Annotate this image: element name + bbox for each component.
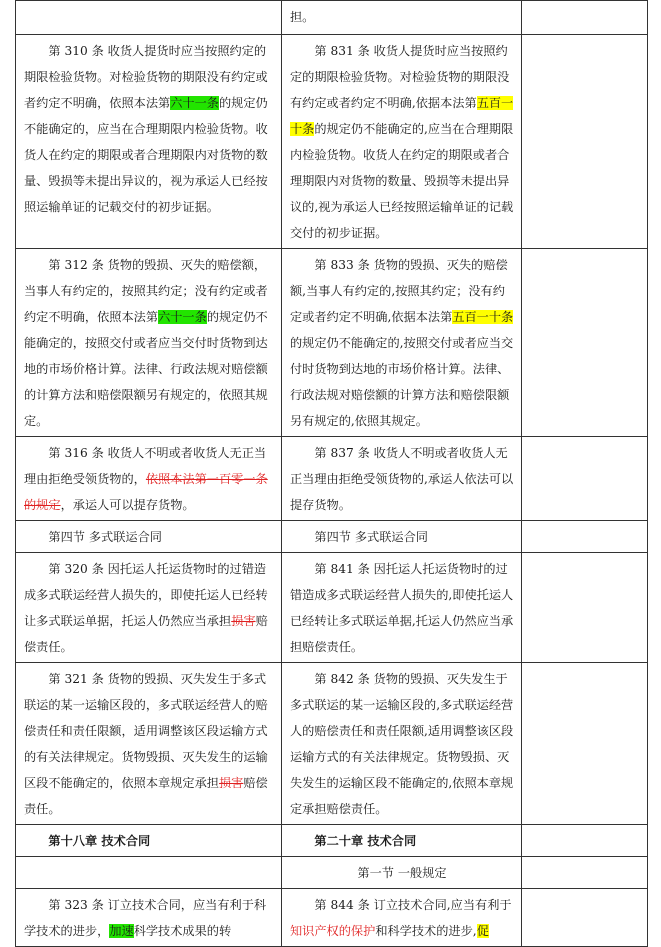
article-text: 第 316 条 收货人不明或者收货人无正当理由拒绝受领货物的， bbox=[24, 446, 267, 486]
note-cell bbox=[522, 825, 648, 857]
new-article-cell bbox=[282, 1, 522, 35]
article-text: 的规定仍不能确定的,应当在合理期限内检验货物。收货人在约定的期限或者合理期限内对货物的数量、毁损等未提出异议的,视为承运人已经按照运输单证的记载交付的初步证据。 bbox=[290, 122, 514, 240]
article-text: 第 312 条 货物的毁损、灭失的赔偿额，当事人有约定的，按照其约定；没有约定或者约定不明确，依照本法第 bbox=[24, 258, 268, 324]
table-row bbox=[16, 889, 648, 947]
note-cell bbox=[522, 553, 648, 663]
article-text: 第 841 条 因托运人托运货物时的过错造成多式联运经营人损失的,即使托运人已经转让多式联运单据,托运人仍然应当承担赔偿责任。 bbox=[290, 562, 514, 654]
table-row bbox=[16, 663, 648, 825]
article-text: 第 323 条 订立技术合同，应当有利于科学技术的进步， bbox=[24, 898, 267, 938]
article-text: 第 321 条 货物的毁损、灭失发生于多式联运的某一运输区段的，多式联运经营人的赔偿责任和责任限额，适用调整该区段运输方式的有关法律规定。货物毁损、灭失发生的运输区段不能确定的，依照本章规定承担 bbox=[24, 672, 268, 790]
article-text: 科学技术成果的转 bbox=[133, 924, 232, 938]
table-row bbox=[16, 553, 648, 663]
new-article-842 bbox=[282, 663, 522, 825]
table-row bbox=[16, 1, 648, 35]
old-article-cell bbox=[16, 1, 282, 35]
old-article-323 bbox=[16, 889, 282, 947]
old-article-312 bbox=[16, 249, 282, 437]
table-row bbox=[16, 437, 648, 521]
article-text: 的规定仍不能确定的，应当在合理期限内检验货物。收货人在约定的期限或者合理期限内对货物的数量、毁损等未提出异议的，视为承运人已经按照运输单证的记载交付的初步证据。 bbox=[24, 96, 268, 214]
old-article-320 bbox=[16, 553, 282, 663]
highlight-green: 六十一条 bbox=[158, 310, 207, 324]
cell-text: 担。 bbox=[290, 10, 315, 24]
article-text: 第 842 条 货物的毁损、灭失发生于多式联运的某一运输区段的,多式联运经营人的赔偿责任和责任限额,适用调整该区段运输方式的有关法律规定。货物毁损、灭失发生的运输区段不能确定的,依照本章规定承担赔偿责任。 bbox=[290, 672, 514, 816]
highlight-green: 加速 bbox=[109, 924, 134, 938]
old-article-310 bbox=[16, 35, 282, 249]
table-row bbox=[16, 35, 648, 249]
table-row bbox=[16, 521, 648, 553]
article-text: 的规定仍不能确定的,按照交付或者应当交付时货物到达地的市场价格计算。法律、行政法规对赔偿额的计算方法和赔偿限额另有规定的,依照其规定。 bbox=[290, 336, 514, 428]
article-text: 第 833 条 货物的毁损、灭失的赔偿额,当事人有约定的,按照其约定；没有约定或者约定不明确,依据本法第 bbox=[290, 258, 508, 324]
deleted-text: 损害 bbox=[219, 776, 244, 790]
highlight-green: 六十一条 bbox=[170, 96, 219, 110]
section-heading-new: 第一节 一般规定 bbox=[282, 857, 522, 889]
note-cell bbox=[522, 249, 648, 437]
note-cell bbox=[522, 437, 648, 521]
article-text: 第 844 条 订立技术合同,应当有利于 bbox=[314, 898, 512, 912]
article-text: 的规定仍不能确定的，按照交付或者应当交付时货物到达地的市场价格计算。法律、行政法规对赔偿额的计算方法和赔偿限额另有规定的，依照其规定。 bbox=[24, 310, 268, 428]
note-cell bbox=[522, 35, 648, 249]
article-text: 和科学技术的进步, bbox=[375, 924, 477, 938]
highlight-yellow: 五百一十条 bbox=[452, 310, 514, 324]
old-article-316 bbox=[16, 437, 282, 521]
new-article-841 bbox=[282, 553, 522, 663]
article-text: 第 310 条 收货人提货时应当按照约定的期限检验货物。对检验货物的期限没有约定或者约定不明确，依照本法第 bbox=[24, 44, 268, 110]
note-cell bbox=[522, 857, 648, 889]
section-heading-old: 第四节 多式联运合同 bbox=[16, 521, 282, 553]
highlight-yellow: 促 bbox=[476, 924, 489, 938]
comparison-table bbox=[15, 0, 648, 947]
section-heading-new: 第四节 多式联运合同 bbox=[282, 521, 522, 553]
new-article-833 bbox=[282, 249, 522, 437]
new-article-844 bbox=[282, 889, 522, 947]
highlight-yellow: 五百一十条 bbox=[290, 96, 514, 136]
old-article-321 bbox=[16, 663, 282, 825]
article-text: 赔偿责任。 bbox=[24, 776, 268, 816]
note-cell bbox=[522, 663, 648, 825]
added-text: 知识产权的保护 bbox=[290, 924, 376, 938]
new-article-831 bbox=[282, 35, 522, 249]
table-row bbox=[16, 857, 648, 889]
article-text: 第 831 条 收货人提货时应当按照约定的期限检验货物。对检验货物的期限没有约定或者约定不明确,依据本法第 bbox=[290, 44, 510, 110]
article-text: 赔偿责任。 bbox=[24, 614, 268, 654]
article-text: 第 320 条 因托运人托运货物时的过错造成多式联运经营人损失的，即使托运人已经转让多式联运单据，托运人仍然应当承担 bbox=[24, 562, 268, 628]
new-article-837 bbox=[282, 437, 522, 521]
table-row bbox=[16, 249, 648, 437]
note-cell bbox=[522, 1, 648, 35]
chapter-heading-old: 第十八章 技术合同 bbox=[16, 825, 282, 857]
chapter-heading-new: 第二十章 技术合同 bbox=[282, 825, 522, 857]
article-text: 第 837 条 收货人不明或者收货人无正当理由拒绝受领货物的,承运人依法可以提存货物。 bbox=[290, 446, 514, 512]
article-text: ，承运人可以提存货物。 bbox=[60, 498, 195, 512]
deleted-text: 依照本法第一百零一条的规定 bbox=[24, 472, 268, 512]
note-cell bbox=[522, 521, 648, 553]
empty-cell bbox=[16, 857, 282, 889]
note-cell bbox=[522, 889, 648, 947]
table-row bbox=[16, 825, 648, 857]
deleted-text: 损害 bbox=[231, 614, 256, 628]
